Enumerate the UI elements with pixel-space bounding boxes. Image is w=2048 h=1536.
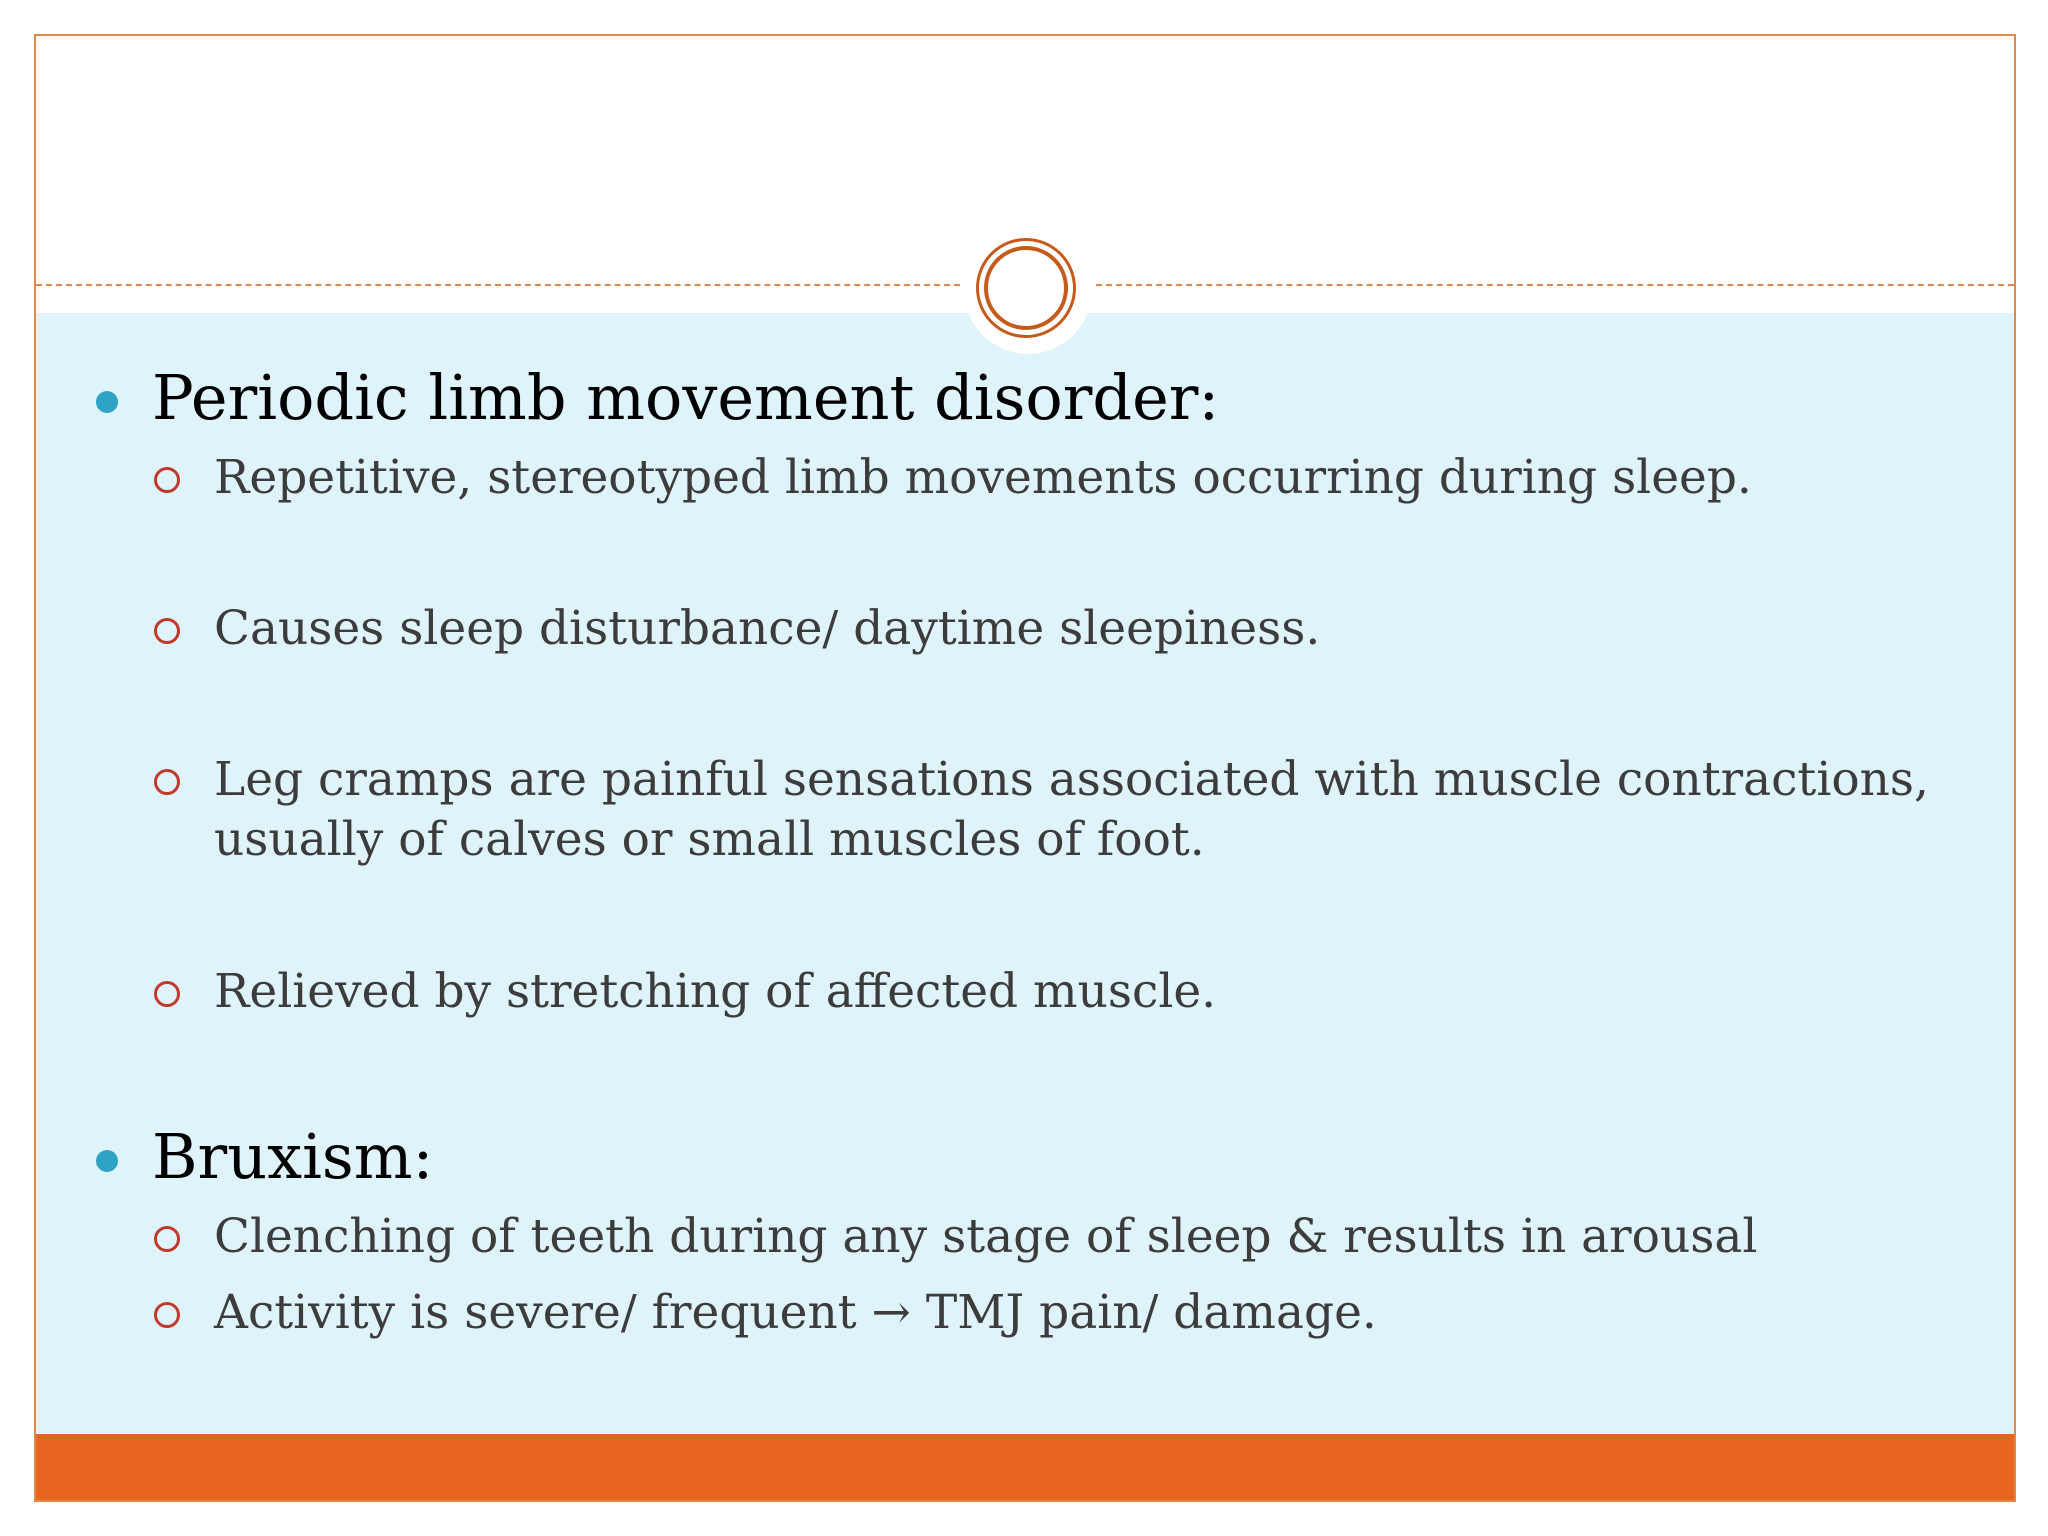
sub-bullet-icon	[154, 981, 180, 1007]
footer-bar	[36, 1434, 2014, 1500]
sub-bullet-icon	[154, 618, 180, 644]
list-item: Activity is severe/ frequent → TMJ pain/ damage.	[214, 1285, 1377, 1340]
slide	[34, 34, 2016, 1502]
sub-bullet-icon	[154, 467, 180, 493]
list-item: Relieved by stretching of affected muscle.	[214, 964, 1217, 1019]
section-heading-periodic-limb: Periodic limb movement disorder:	[152, 361, 1220, 434]
list-item: Leg cramps are painful sensations associated with muscle contractions, usually of calves or small muscles of foot.	[214, 752, 1929, 867]
heading-bullet-icon	[96, 391, 118, 413]
list-item: Causes sleep disturbance/ daytime sleepiness.	[214, 601, 1321, 656]
sub-bullet-icon	[154, 1226, 180, 1252]
slide-body	[36, 36, 2014, 1434]
heading-bullet-icon	[96, 1150, 118, 1172]
section-heading-bruxism: Bruxism:	[152, 1120, 434, 1193]
list-item: Clenching of teeth during any stage of sleep & results in arousal	[214, 1209, 1758, 1264]
list-item: Repetitive, stereotyped limb movements occurring during sleep.	[214, 450, 1752, 505]
sub-bullet-icon	[154, 1302, 180, 1328]
sub-bullet-icon	[154, 769, 180, 795]
